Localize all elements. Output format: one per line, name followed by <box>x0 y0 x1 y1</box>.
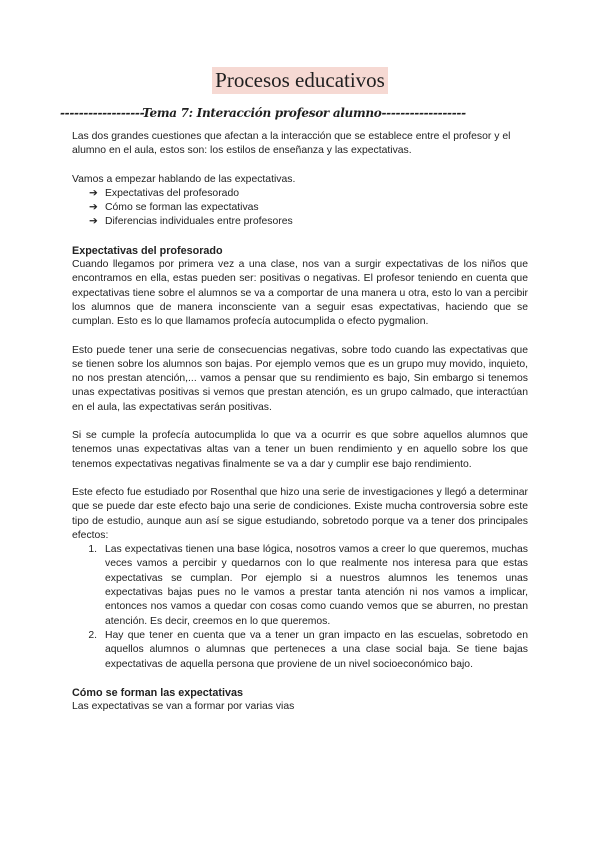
arrow-icon: ➔ <box>89 187 98 199</box>
effects-list <box>72 543 528 672</box>
arrow-icon: ➔ <box>89 202 98 214</box>
paragraph: Esto puede tener una serie de consecuencias negativas, sobre todo cuando las expectativas que se tienen sobre los alumnos son bajas. Por ejemplo vemos que es un grupo muy movido, inquieto, no nos prestan atención,... vamos a pensar que su rendimiento es bajo, Sin embargo si tenemos unas expectativas positivas si vemos que prestan atención, es un grupo calmado, que interactúan en el aula, las expectativas serán positivas. <box>72 344 528 413</box>
list-item: ➔ Diferencias individuales entre profesores <box>89 215 528 229</box>
section-heading: Cómo se forman las expectativas <box>72 686 244 699</box>
arrow-icon: ➔ <box>89 216 98 228</box>
paragraph: Cuando llegamos por primera vez a una clase, nos van a surgir expectativas de los niños que encontramos en ella, estas pueden ser: positivas o negativas. El profesor teniendo en cuenta que expectativas tiene sobre el alumnos se va a comportar de una manera u otra, esto lo van a percibir los alumnos que de manera inconsciente van a seguir esas expectativas, haciendo que se cumplan. Esto es lo que llamamos profecía autocumplida o efecto pygmalion. <box>72 259 528 328</box>
lead-paragraph: Vamos a empezar hablando de las expectativas. <box>72 173 296 185</box>
list-item: 1. Las expectativas tienen una base lógica, nosotros vamos a creer lo que queremos, muchas veces vamos a percibir y quedarnos con lo que realmente nos interesa para que estas expectativas se cumplan. Por ejemplo si a nuestros alumnos les tenemos unas expectativas bajas pues no le vamos a prestar tanta atención ni nos vamos a implicar, entonces nos vamos a quedar con cosas como cuando vemos que se aburren, no prestan atención. Es decir, creemos en lo que queremos. <box>88 544 528 627</box>
section-heading: Expectativas del profesorado <box>72 244 223 257</box>
intro-paragraph: Las dos grandes cuestiones que afectan a la interacción que se establece entre el profesor y el alumno en el aula, estos son: los estilos de enseñanza y las expectativas. <box>72 131 511 157</box>
paragraph: Las expectativas se van a formar por varias vias <box>72 701 295 713</box>
paragraph: Este efecto fue estudiado por Rosenthal que hizo una serie de investigaciones y llegó a determinar que se puede dar este efecto bajo una serie de condiciones. Existe mucha controversia sobre este tipo de estudio, aunque aun así se sigue estudiando, sobretodo porque va a tener dos principales efectos: <box>72 486 528 541</box>
paragraph: Si se cumple la profecía autocumplida lo que va a ocurrir es que sobre aquellos alumnos que tenemos unas expectativas altas van a tener un buen rendimiento y en aquello sobre los que tenemos expectativas negativas finalmente se va a dar y cumplir ese bajo rendimiento. <box>72 430 528 470</box>
list-item: ➔ Cómo se forman las expectativas <box>89 201 528 215</box>
title-wrap <box>0 0 600 107</box>
topics-list <box>72 187 528 230</box>
document-body <box>72 130 528 714</box>
list-item: ➔ Expectativas del profesorado <box>89 187 528 201</box>
topic-subtitle: ------------------Tema 7: Interacción profesor alumno------------------ <box>60 106 466 120</box>
list-item: 2. Hay que tener en cuenta que va a tener un gran impacto en las escuelas, sobretodo en aquellos alumnos o alumnas que perteneces a una clase social baja. Se tiene bajas expectativas de aquella persona que proviene de un nivel socioeconómico bajo. <box>88 629 528 670</box>
page-title: Procesos educativos <box>212 67 388 94</box>
